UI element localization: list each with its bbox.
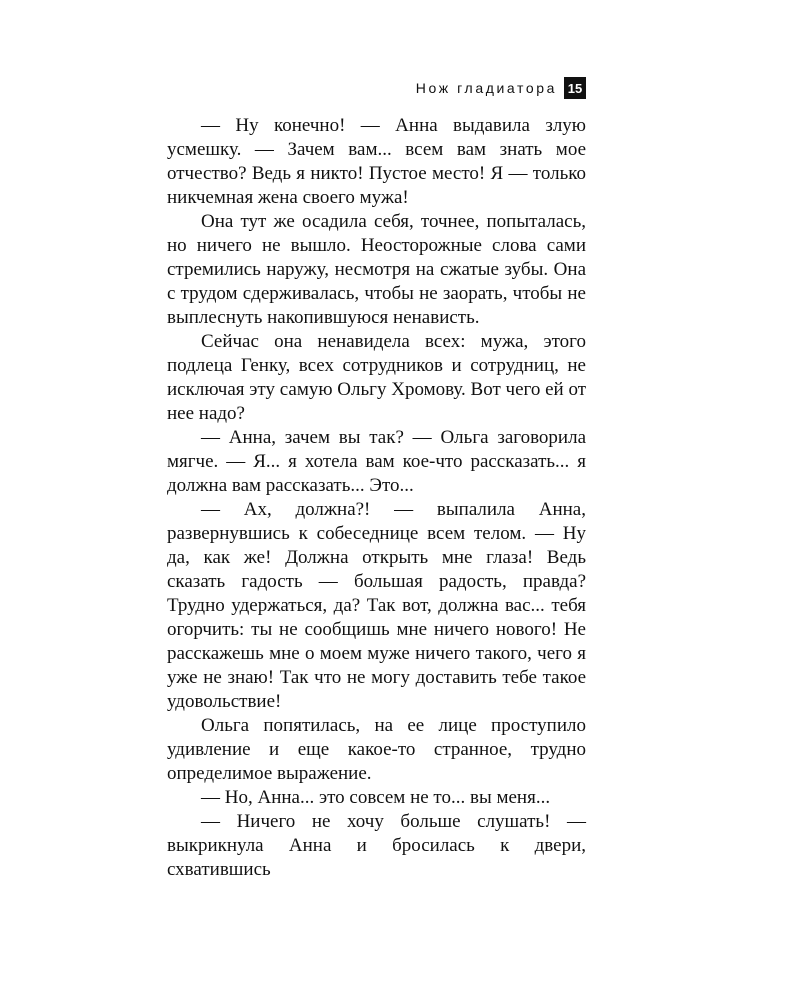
body-text <box>167 114 586 882</box>
paragraph: Она тут же осадила себя, точнее, попыталась, но ничего не вышло. Неосторожные слова сами стремились наружу, несмотря на сжатые зубы. Она с трудом сдерживалась, чтобы не заорать, чтобы не выплеснуть накопившуюся ненависть. <box>167 211 586 328</box>
paragraph: Сейчас она ненавидела всех: мужа, этого подлеца Генку, всех сотрудников и сотрудниц, не исключая эту самую Ольгу Хромову. Вот чего ей от нее надо? <box>167 331 586 424</box>
paragraph: — Ну конечно! — Анна выдавила злую усмешку. — Зачем вам... всем вам знать мое отчество? Ведь я никто! Пустое место! Я — только никчемная жена своего мужа! <box>167 115 586 208</box>
paragraph: — Но, Анна... это совсем не то... вы меня... <box>201 787 551 808</box>
book-title: Нож гладиатора <box>415 80 557 96</box>
paragraph: — Ничего не хочу больше слушать! — выкрикнула Анна и бросилась к двери, схватившись <box>167 811 586 880</box>
paragraph: — Анна, зачем вы так? — Ольга заговорила мягче. — Я... я хотела вам кое-что рассказать... я должна вам рассказать... Это... <box>167 427 586 496</box>
paragraph: Ольга попятилась, на ее лице проступило удивление и еще какое-то странное, трудно определимое выражение. <box>167 715 586 784</box>
paragraph: — Ах, должна?! — выпалила Анна, развернувшись к собеседнице всем телом. — Ну да, как же! Должна открыть мне глаза! Ведь сказать гадость — большая радость, правда? Трудно удержаться, да? Так вот, должна вас... тебя огорчить: ты не сообщишь мне ничего нового! Не расскажешь мне о моем муже ничего такого, чего я уже не знаю! Так что не могу доставить тебе такое удовольствие! <box>167 499 586 712</box>
running-head <box>416 76 586 100</box>
page-number: 15 <box>564 77 586 99</box>
